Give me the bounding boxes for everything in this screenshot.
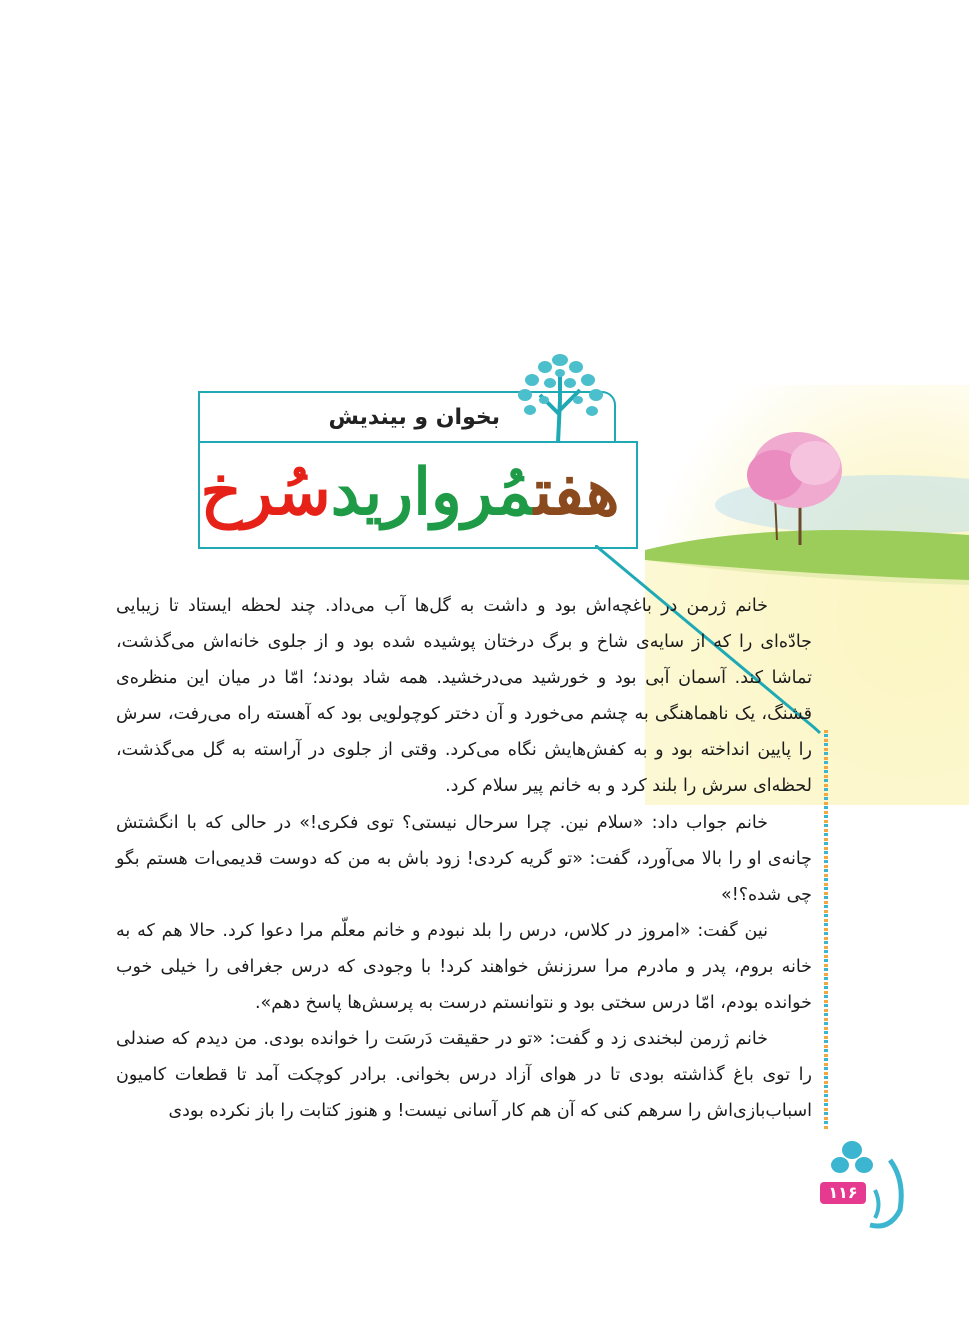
paragraph: خانم جواب داد: «سلام نین. چرا سرحال نیستی؟ توی فکری!» در حالی که با انگشتش چانه‌ی او را بالا می‌آورد، گفت: «تو گریه کردی! زود باش به من که دوست قدیمی‌ات هستم بگو چی شده؟!» — [116, 812, 812, 905]
paragraph: نین گفت: «امروز در کلاس، درس را بلد نبودم و خانم معلّم مرا دعوا کرد. حالا هم که به خانه بروم، پدر و مادرم مرا سرزنش خواهند کرد! با وجودی که درس جغرافی را خیلی خوب خوانده بودم، امّا درس سختی بود و نتوانستم درست به پرسش‌ها پاسخ دهم». — [116, 920, 812, 1014]
tree-icon — [500, 345, 620, 445]
page-number: ۱۱۶ — [820, 1182, 866, 1204]
title-part-1: هفت — [534, 455, 620, 530]
paragraph: خانم ژرمن لبخندی زد و گفت: «تو در حقیقت دَرسَت را خوانده بودی. من دیدم که صندلی را توی باغ گذاشته بودی تا در هوای آزاد درس بخوانی. برادر کوچکت آمد تا قطعات کامیون اسباب‌بازی‌اش را سرهم کنی که آن هم کار آسانی نیست! و هنوز کتابت را باز نکرده بودی — [116, 1029, 812, 1122]
title-part-3: سُرخ — [200, 455, 331, 530]
dotted-rule — [823, 730, 829, 1130]
page-title — [200, 448, 620, 538]
story-text — [116, 588, 812, 1129]
section-label: بخوان و بیندیش — [328, 405, 500, 430]
title-part-2: مُروارید — [330, 455, 535, 530]
paragraph: خانم ژرمن در باغچه‌اش بود و داشت به گل‌ها آب می‌داد. چند لحظه ایستاد تا زیبایی جادّه‌ای را که از سایه‌ی شاخ و برگ درختان پوشیده شده بود و از جلوی خانه‌اش می‌گذشت، تماشا کند. آسمان آبی بود و خورشید می‌درخشید. همه شاد بودند؛ امّا در میان این منظره‌ی قشنگ، یک ناهماهنگی به چشم می‌خورد و آن دختر کوچولویی بود که آهسته راه می‌رفت، سرش را پایین انداخته بود و به کفش‌هایش نگاه می‌کرد. وقتی از جلوی در آراسته به گل می‌گذشت، لحظه‌ای سرش را بلند کرد و به خانم پیر سلام کرد. — [116, 596, 812, 797]
